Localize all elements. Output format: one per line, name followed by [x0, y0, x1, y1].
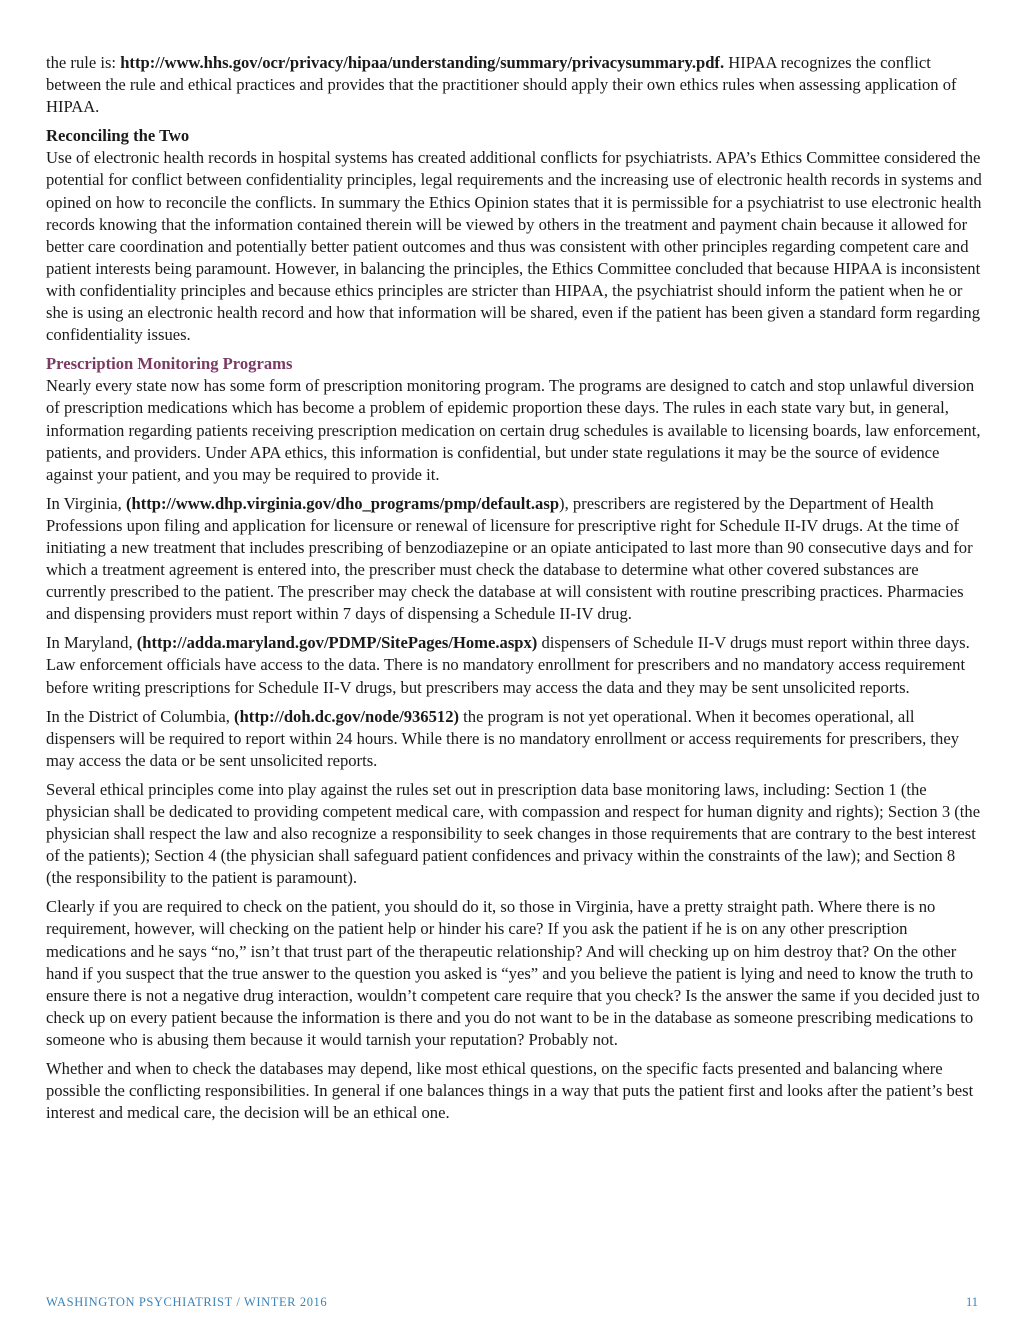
- intro-paragraph: [46, 52, 982, 118]
- intro-text: the rule is:: [46, 53, 121, 72]
- reconciling-paragraph: Use of electronic health records in hospital systems has created additional conflicts for psychiatrists. APA’s Ethics Committee considered the potential for conflict between confidentiality principles, legal requirements and the increasing use of electronic health records in systems and opined on how to reconcile the conflicts. In summary the Ethics Opinion states that it is permissible for a psychiatrist to use electronic health records knowing that the information contained therein will be viewed by others in the treatment and payment chain because it allowed for better care coordination and potentially better patient outcomes and thus was consistent with other principles regarding competent care and patient interests being paramount. However, in balancing the principles, the Ethics Committee concluded that because HIPAA is inconsistent with confidentiality principles and because ethics principles are stricter than HIPAA, the psychiatrist should inform the patient when he or she is using an electronic health record and how that information will be shared, even if the patient has been given a standard form regarding confidentiality issues.: [46, 148, 982, 345]
- clearly-paragraph: Clearly if you are required to check on the patient, you should do it, so those in Virginia, have a pretty straight path. Where there is no requirement, however, will checking on the patient help or hinder his care? If you ask the patient if he is on any other prescription medications and he says “no,” isn’t that trust part of the therapeutic relationship? And will checking up on him destroy that? On the other hand if you suspect that the true answer to the question you asked is “yes” and you believe the patient is lying and need to know the truth to ensure there is not a negative drug interaction, wouldn’t competent care require that you check? Is the answer the same if you decided just to check up on every patient because the information is there and you do not want to be in the database as someone prescribing medications to someone who is abusing them because it would tarnish your reputation? Probably not.: [46, 897, 980, 1049]
- intro-text-continued: HIPAA recognizes the conflict between the rule and ethical practices and provides that the practitioner should apply their own ethics rules when assessing application of HIPAA.: [46, 53, 957, 117]
- footer-page-number: 11: [965, 1295, 978, 1309]
- heading-reconciling: Reconciling the Two: [46, 126, 190, 146]
- dc-text: In the District of Columbia,: [46, 706, 235, 726]
- pmp-paragraph: Nearly every state now has some form of prescription monitoring program. The programs are designed to catch and stop unlawful diversion of prescription medications which has become a problem of epidemic proportion these days. The rules in each state vary but, in general, information regarding patients receiving prescription medication on certain drug schedules is available to licensing boards, law enforcement, patients, and providers. Under APA ethics, this information is confidential, but under state regulations it may be the source of evidence against your patient, and you may be required to provide it.: [46, 376, 981, 484]
- maryland-pdmp-link[interactable]: (http://adda.maryland.gov/PDMP/SitePages/Home.aspx): [136, 633, 538, 653]
- principles-paragraph: Several ethical principles come into play against the rules set out in prescription data base monitoring laws, including: Section 1 (the physician shall be dedicated to providing competent medical care, with compassion and respect for human dignity and rights); Section 3 (the physician shall respect the law and also recognize a responsibility to seek changes in those requirements that are contrary to the best interest of the patients); Section 4 (the physician shall safeguard patient confidences and privacy within the constraints of the law); and Section 8 (the responsibility to the patient is paramount).: [46, 779, 981, 888]
- dc-doh-link[interactable]: (http://doh.dc.gov/node/936512): [234, 706, 460, 726]
- hhs-privacy-link[interactable]: http://www.hhs.gov/ocr/privacy/hipaa/understanding/summary/privacysummary.pdf.: [120, 53, 725, 72]
- virginia-paragraph: [46, 493, 982, 626]
- whether-paragraph: Whether and when to check the databases may depend, like most ethical questions, on the specific facts presented and balancing where possible the conflicting responsibilities. In general if one balances things in a way that puts the patient first and looks after the patient’s best interest and medical care, the decision will be an ethical one.: [46, 1059, 974, 1123]
- maryland-text: In Maryland,: [46, 633, 137, 653]
- dc-text-continued: the program is not yet operational. When it becomes operational, all dispensers will be required to report within 24 hours. While there is no mandatory enrollment or access requirements for prescribers, they may access the data or be sent unsolicited reports.: [46, 706, 960, 770]
- virginia-text: In Virginia,: [46, 493, 126, 513]
- article-body: [46, 52, 982, 1131]
- footer-publication: WASHINGTON PSYCHIATRIST / WINTER 2016: [46, 1295, 328, 1309]
- maryland-paragraph: [46, 632, 982, 698]
- virginia-text-continued: ), prescribers are registered by the Department of Health Professions upon filing and application for licensure or renewal of licensure for prescriptive right for Schedule II-IV drugs. At the time of initiating a new treatment that includes prescribing of benzodiazepine or an opiate anticipated to last more than 90 consecutive days and for which a treatment agreement is entered into, the prescriber must check the database to determine what other covered substances are currently prescribed to the patient. The prescriber may check the database at will consistent with routine prescribing practices. Pharmacies and dispensing providers must report within 7 days of dispensing a Schedule II-IV drug.: [46, 493, 973, 624]
- maryland-text-continued: dispensers of Schedule II-V drugs must report within three days. Law enforcement officials have access to the data. There is no mandatory enrollment for prescribers and no mandatory access requirement before writing prescriptions for Schedule II-V drugs, but prescribers may access the data and they may be sent unsolicited reports.: [46, 633, 970, 697]
- virginia-pmp-link[interactable]: (http://www.dhp.virginia.gov/dho_programs/pmp/default.asp: [125, 493, 560, 513]
- dc-paragraph: [46, 706, 982, 772]
- heading-prescription-monitoring: Prescription Monitoring Programs: [46, 354, 293, 374]
